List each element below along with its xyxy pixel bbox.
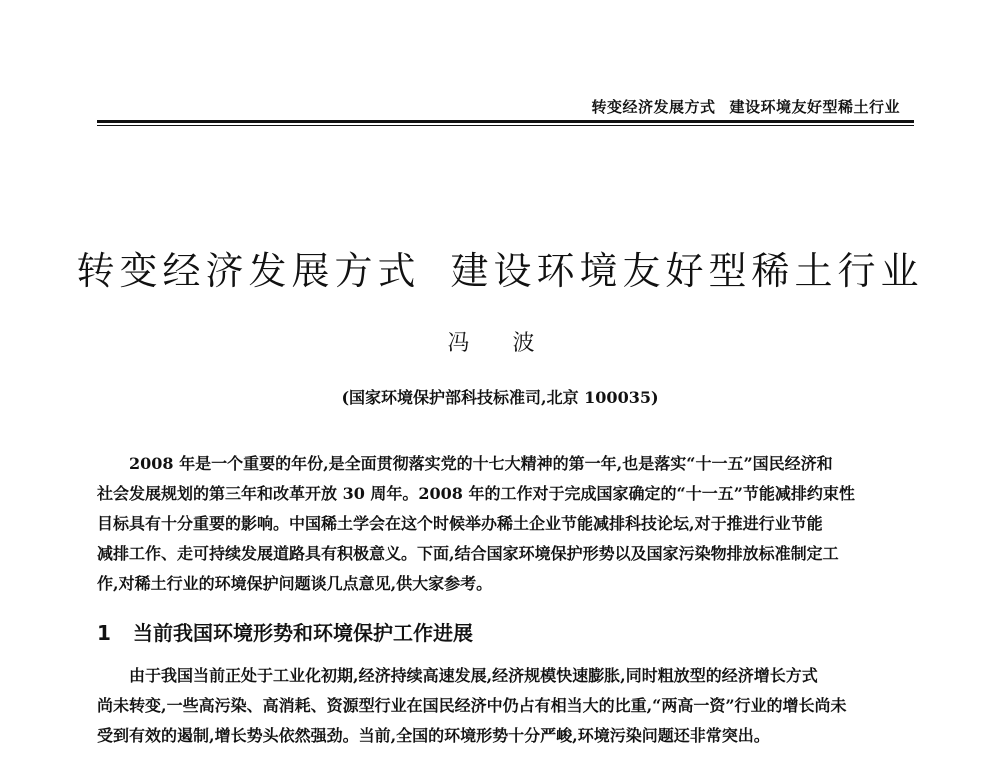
- section-heading: [97, 617, 473, 646]
- intro-line: 2008 年是一个重要的年份,是全面贯彻落实党的十七大精神的第一年,也是落实“十一五”国民经济和: [129, 454, 833, 473]
- section1-line: 由于我国当前正处于工业化初期,经济持续高速发展,经济规模快速膨胀,同时粗放型的经济增长方式: [129, 666, 818, 685]
- header-rule: [97, 120, 914, 126]
- affiliation: (国家环境保护部科技标准司,北京 100035): [341, 388, 659, 407]
- intro-paragraph: [97, 449, 914, 599]
- intro-line: 减排工作、走可持续发展道路具有积极意义。下面,结合国家环境保护形势以及国家污染物排放标准制定工: [97, 544, 839, 563]
- author: 冯 波: [447, 331, 553, 356]
- section1-line: 尚未转变,一些高污染、高消耗、资源型行业在国民经济中仍占有相当大的比重,“两高一资”行业的增长尚未: [97, 696, 847, 715]
- section-number: 1: [97, 621, 111, 645]
- running-head-part1: 转变经济发展方式: [591, 98, 716, 116]
- section-title: 当前我国环境形势和环境保护工作进展: [133, 621, 473, 645]
- article-title: [0, 240, 1000, 295]
- title-part1: 转变经济发展方式: [76, 249, 421, 293]
- intro-line: 作,对稀土行业的环境保护问题谈几点意见,供大家参考。: [97, 574, 493, 593]
- section1-line: 受到有效的遏制,增长势头依然强劲。当前,全国的环境形势十分严峻,环境污染问题还非常突出。: [97, 726, 770, 745]
- section1-paragraph: [97, 661, 914, 751]
- running-head: [591, 96, 900, 117]
- truncated-text-line: [129, 752, 914, 760]
- intro-line: 社会发展规划的第三年和改革开放 30 周年。2008 年的工作对于完成国家确定的“十一五”节能减排约束性: [97, 484, 855, 503]
- intro-line: 目标具有十分重要的影响。中国稀土学会在这个时候举办稀土企业节能减排科技论坛,对于推进行业节能: [97, 514, 823, 533]
- running-head-part2: 建设环境友好型稀土行业: [729, 98, 900, 116]
- title-part2: 建设环境友好型稀土行业: [450, 249, 924, 293]
